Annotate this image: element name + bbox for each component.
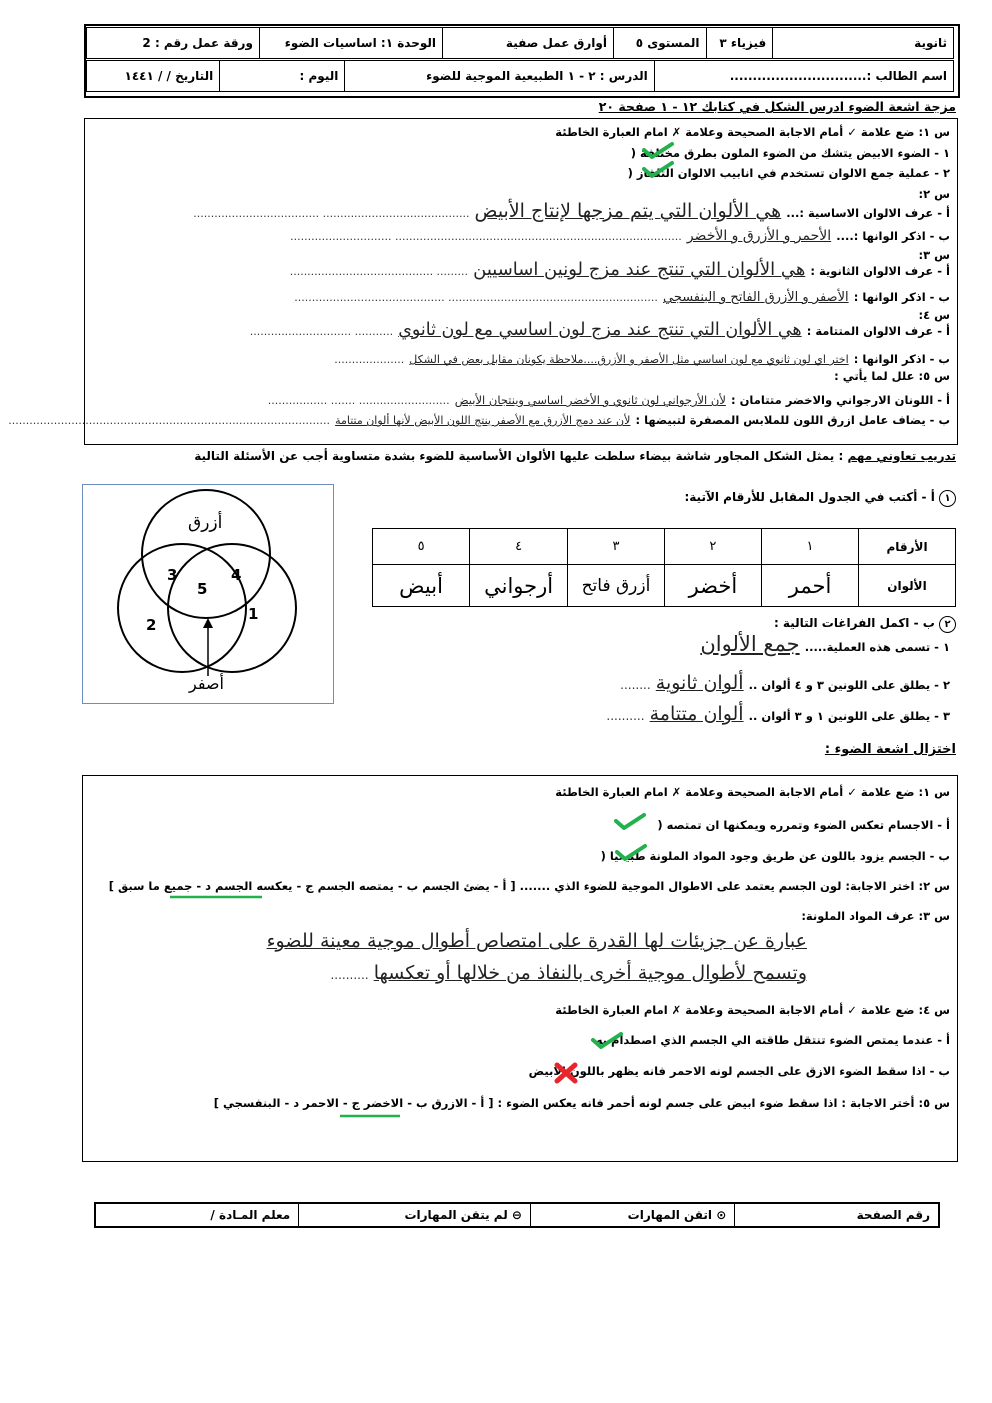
answer-underline — [338, 1113, 402, 1119]
section2-title: اختزال اشعة الضوء : — [824, 742, 956, 757]
collab-b2 — [620, 672, 950, 694]
collab-b3 — [606, 703, 950, 725]
collab-b3-answer: ألوان متتامة — [649, 703, 744, 725]
s1-q3-b-answer: الأصفر و الأزرق الفاتح و البنفسجي — [662, 290, 849, 305]
lesson: الدرس : ٢ - ١ الطبيعية الموجية للضوء — [345, 61, 654, 92]
table-color: أخضر — [664, 565, 761, 607]
header-row-2 — [86, 60, 954, 92]
level: المستوى ٥ — [613, 28, 706, 59]
s2-q4-a: أ - عندما يمتص الضوء تنتقل طاقته الي الجسم الذي اصطدام به — [595, 1033, 950, 1047]
s1-q2-b-answer: الأحمر و الأزرق و الأخضر — [686, 228, 832, 244]
table-color: أحمر — [762, 565, 859, 607]
footer-mastered: ⊙ اتقن المهارات — [530, 1203, 734, 1227]
s1-q3-b-dots: ............................................................ ........................................... — [294, 291, 658, 304]
s2-q3-answer-2: وتسمح لأطوال موجية أخرى بالنفاذ من خلالها أو تعكسها — [373, 962, 807, 984]
header-row-1 — [86, 27, 954, 59]
collab-b2-answer: ألوان ثانوية — [655, 672, 744, 694]
s1-q1-label: س ١: ضع علامة ✓ أمام الاجابة الصحيحة وعلامة ✗ امام العبارة الخاطئة — [555, 125, 950, 139]
s1-q3-b-prompt: ب - اذكر الوانها : — [853, 290, 950, 304]
table-color: أرجواني — [470, 565, 568, 607]
day: اليوم : — [220, 61, 345, 92]
s2-q1-b: ب - الجسم يزود باللون عن طريق وجود المواد الملونة طبيعيا ( — [600, 849, 950, 863]
collab-title: تدريب تعاوني مهم — [847, 449, 956, 463]
s1-q2-a-prompt: أ - عرف الالوان الاساسية :... — [786, 206, 950, 220]
s1-q3-b — [294, 286, 950, 305]
papers-type: أوارق عمل صفية — [443, 28, 614, 59]
table-number: ٥ — [373, 529, 470, 565]
collab-b1 — [700, 632, 950, 656]
collab-b-text: ب - اكمل الفراغات التالية : — [773, 616, 935, 630]
s2-q3-dots: .......... — [330, 968, 369, 982]
venn-number-4: 4 — [231, 566, 242, 584]
collab-b1-answer: جمع الألوان — [700, 632, 800, 656]
collab-b3-prompt: ٣ - يطلق على اللونين ١ و ٣ ألوان .. — [748, 709, 950, 723]
check-icon — [641, 160, 675, 178]
collab-a-text: أ - أكتب في الجدول المقابل للأرقام الآتية: — [684, 490, 935, 504]
s1-q4-a-answer: هي الألوان التي تنتج عند مزج لون اساسي مع لون ثانوي — [398, 320, 802, 340]
s1-q3-a-prompt: أ - عرف الالوان الثانوية : — [810, 264, 950, 278]
s1-q2-b-dots: .................................................................................. ............................. — [290, 230, 682, 243]
blue-circle — [142, 490, 270, 618]
venn-number-2: 2 — [146, 616, 157, 634]
table-number: ١ — [762, 529, 859, 565]
s1-q5-b-answer: لأن عند دمج الأزرق مع الأصفر ينتج اللون الأبيض لأنها ألوان متتامة — [335, 414, 631, 427]
s1-q2-b — [290, 225, 950, 244]
s2-q5: س ٥: أختر الاجابة : اذا سقط ضوء ابيض على جسم لونه أحمر فانه يعكس الضوء : [ أ - الازرق ب - الاخضر ج - الاحمر د - البنفسجي ] — [213, 1096, 950, 1110]
footer-table — [94, 1202, 940, 1228]
s2-q1-a: أ - الاجسام تعكس الضوء وتمرره ويمكنها ان تمتصه ( — [657, 818, 950, 832]
s2-q1-label: س ١: ضع علامة ✓ أمام الاجابة الصحيحة وعلامة ✗ امام العبارة الخاطئة — [555, 785, 950, 799]
date: التاريخ / / ١٤٤١ — [87, 61, 220, 92]
s1-q4-b-dots: .................... — [334, 353, 405, 366]
footer-teacher: معلم المـادة / — [95, 1203, 299, 1227]
venn-number-5: 5 — [197, 580, 208, 598]
s1-q3-a — [290, 259, 950, 280]
s1-q1-b: ٢ - عملية جمع الالوان تستخدم في انابيب الالوان التلفاز ( — [627, 166, 950, 180]
circle-one-icon: ١ — [939, 490, 956, 507]
s1-q5-a — [268, 389, 950, 408]
collab-b-label — [774, 616, 956, 633]
table-number: ٢ — [664, 529, 761, 565]
collab-b2-dots: ........ — [620, 678, 651, 692]
collab-b2-prompt: ٢ - يطلق على اللونين ٣ و ٤ ألوان .. — [748, 678, 950, 692]
s1-q5-a-answer: لأن الأرجواني لون ثانوي و الأخضر اساسي وينتجان الأبيض — [454, 393, 726, 407]
s1-q4-a-dots: ........... ............................. — [249, 325, 394, 338]
s1-q3-a-dots: ......... ......................................... — [289, 265, 469, 278]
s1-q2-a-answer: هي الألوان التي يتم مزجها لإنتاج الأبيض — [474, 200, 782, 222]
table-color: أبيض — [373, 565, 470, 607]
s2-q4-b: ب - اذا سقط الضوء الازق على الجسم لونه الاحمر فانه يظهر باللون الابيض — [528, 1064, 950, 1078]
table-head-numbers: الأرقام — [859, 529, 956, 565]
s2-q3-answer-1: عبارة عن جزيئات لها القدرة على امتصاص أطوال موجية معينة للضوء — [266, 930, 807, 952]
s2-q4-label: س ٤: ضع علامة ✓ أمام الاجابة الصحيحة وعلامة ✗ امام العبارة الخاطئة — [555, 1003, 950, 1017]
check-icon — [614, 843, 648, 861]
s1-q2-label: س ٢: — [918, 187, 950, 201]
s1-q5-b-dots: ............................................................................................ — [8, 414, 330, 427]
s1-q5-b-prompt: ب - يضاف عامل ازرق اللون للملابس المصفرة لتبيضها : — [635, 413, 950, 427]
s1-q1-a: ١ - الضوء الابيض يتشك من الضوء الملون بطرق مختلفة ( — [630, 146, 950, 160]
table-number: ٣ — [568, 529, 665, 565]
s1-q5-a-dots: .......................... ....... ................. — [267, 394, 450, 407]
s1-q2-a-dots: .......................................... .................................... — [193, 207, 470, 220]
s1-q4-a — [250, 320, 950, 340]
venn-label-blue: أزرق — [188, 513, 223, 533]
footer-not-mastered: ⊖ لم يتقن المهارات — [299, 1203, 531, 1227]
s2-q3-answer-2-line — [330, 962, 807, 984]
table-color: أزرق فاتح — [568, 565, 665, 607]
cross-icon — [553, 1061, 579, 1085]
red-circle — [168, 544, 296, 672]
s1-q4-b — [334, 348, 950, 367]
venn-number-3: 3 — [167, 566, 178, 584]
collab-a-label — [684, 490, 956, 507]
subject: فيزياء ٣ — [706, 28, 773, 59]
s2-q2: س ٢: اختر الاجابة: لون الجسم يعتمد على الاطوال الموجية للضوء الذي ....... [ أ - يضئ الجسم ب - يمتصه الجسم ج - يعكسه الجسم د - جميع ما سبق ] — [108, 879, 950, 893]
s1-q2-b-prompt: ب - اذكر الوانها :.... — [836, 229, 950, 243]
s1-q3-a-answer: هي الألوان التي تنتج عند مزج لونين اساسيين — [473, 259, 806, 280]
colors-table — [372, 528, 956, 607]
collab-b3-dots: .......... — [606, 709, 645, 723]
collab-heading — [194, 449, 956, 463]
answer-underline — [168, 894, 264, 900]
unit: الوحدة ١: اساسيات الضوء — [259, 28, 442, 59]
student-name: اسم الطالب :.............................. — [654, 61, 953, 92]
table-head-colors: الألوان — [859, 565, 956, 607]
worksheet-number: ورقة عمل رقم : 2 — [87, 28, 260, 59]
venn-label-yellow: أصفر — [189, 674, 224, 693]
school-name: ثانوية — [773, 28, 954, 59]
footer-page-number: رقم الصفحة — [735, 1203, 939, 1227]
s1-q4-a-prompt: أ - عرف الالوان المتتامة : — [806, 324, 950, 338]
s1-q5-label: س ٥: علل لما يأتي : — [834, 369, 950, 383]
collab-b1-prompt: ١ - تسمى هذه العملية..... — [804, 640, 950, 654]
check-icon — [590, 1031, 624, 1049]
s1-q5-b — [8, 409, 950, 428]
s1-q2-a — [193, 200, 950, 222]
s1-q4-b-prompt: ب - اذكر الوانها : — [853, 352, 950, 366]
collab-text: : يمثل الشكل المجاور شاشة بيضاء سلطت عليها الألوان الأساسية للضوء بشدة متساوية أجب عن الأسئلة التالية — [194, 449, 844, 463]
check-icon — [613, 812, 647, 830]
s1-q4-label: س ٤: — [918, 308, 950, 322]
s1-q4-b-answer: اختر اي لون ثانوي مع لون اساسي مثل الأصفر و الأزرق....ملاحظة يكونان مقابل بعض في الشكل — [409, 353, 849, 366]
check-icon — [641, 141, 675, 159]
green-circle — [118, 544, 246, 672]
s1-q3-label: س ٣: — [918, 248, 950, 262]
s2-q3-label: س ٣: عرف المواد الملونة: — [801, 909, 950, 923]
venn-number-1: 1 — [248, 605, 259, 623]
section1-title: مزجة اشعة الضوء ادرس الشكل في كتابك ١٢ - ١ صفحة ٢٠ — [598, 99, 956, 114]
circle-two-icon: ٢ — [939, 616, 956, 633]
yellow-arrow-head — [203, 618, 213, 628]
s1-q5-a-prompt: أ - اللونان الارجواني والاخضر متتامان : — [731, 393, 950, 407]
table-number: ٤ — [470, 529, 568, 565]
